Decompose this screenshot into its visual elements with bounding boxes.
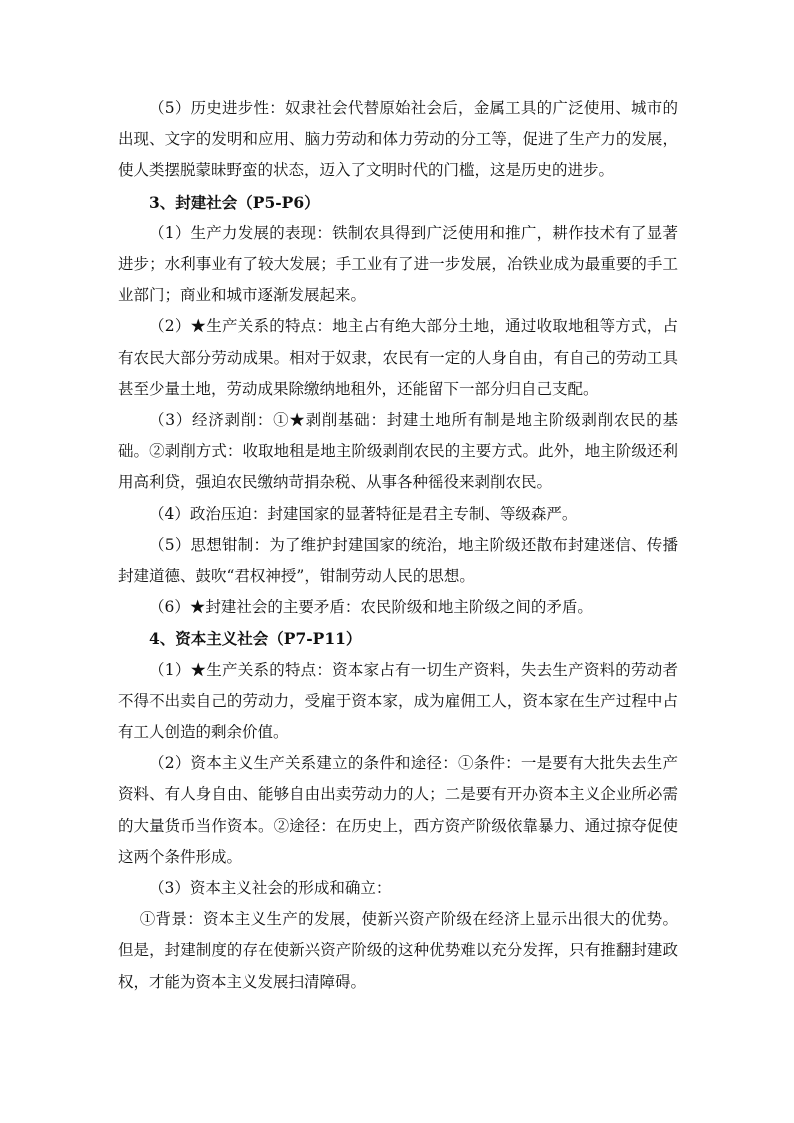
paragraph-thought-control: （5）思想钳制：为了维护封建国家的统治，地主阶级还散布封建迷信、传播封建道德、鼓吹“君权神授”，钳制劳动人民的思想。 bbox=[118, 535, 678, 586]
document-body bbox=[118, 93, 678, 998]
paragraph-historical-progress: （5）历史进步性：奴隶社会代替原始社会后，金属工具的广泛使用、城市的出现、文字的发明和应用、脑力劳动和体力劳动的分工等，促进了生产力的发展，使人类摆脱蒙昧野蛮的状态，迈入了文明时代的门槛，这是历史的进步。 bbox=[118, 99, 678, 180]
paragraph-background: ①背景：资本主义生产的发展，使新兴资产阶级在经济上显示出很大的优势。但是，封建制度的存在使新兴资产阶级的这种优势难以充分发挥，只有推翻封建政权，才能为资本主义发展扫清障碍。 bbox=[118, 910, 678, 991]
paragraph-formation-heading: （3）资本主义社会的形成和确立： bbox=[149, 879, 392, 898]
section-heading-feudal-society: 3、封建社会（P5-P6） bbox=[149, 192, 320, 212]
paragraph-conditions-and-paths: （2）资本主义生产关系建立的条件和途径：①条件：一是要有大批失去生产资料、有人身自由、能够自由出卖劳动力的人；二是要有开办资本主义企业所必需的大量货币当作资本。②途径：在历史上，西方资产阶级依靠暴力、通过掠夺促使这两个条件形成。 bbox=[118, 754, 678, 866]
paragraph-main-contradiction: （6）★封建社会的主要矛盾：农民阶级和地主阶级之间的矛盾。 bbox=[149, 598, 593, 617]
paragraph-production-relations: （2）★生产关系的特点：地主占有绝大部分土地，通过收取地租等方式，占有农民大部分劳动成果。相对于奴隶，农民有一定的人身自由，有自己的劳动工具甚至少量土地，劳动成果除缴纳地租外，还能留下一部分归自己支配。 bbox=[118, 317, 678, 398]
section-heading-capitalist-society: 4、资本主义社会（P7-P11） bbox=[149, 629, 362, 649]
paragraph-productivity: （1）生产力发展的表现：铁制农具得到广泛使用和推广，耕作技术有了显著进步；水利事业有了较大发展；手工业有了进一步发展，冶铁业成为最重要的手工业部门；商业和城市逐渐发展起来。 bbox=[118, 223, 678, 305]
paragraph-political-oppression: （4）政治压迫：封建国家的显著特征是君主专制、等级森严。 bbox=[149, 504, 578, 523]
paragraph-economic-exploitation: （3）经济剥削：①★剥削基础：封建土地所有制是地主阶级剥削农民的基础。②剥削方式：收取地租是地主阶级剥削农民的主要方式。此外，地主阶级还利用高利贷，强迫农民缴纳苛捐杂税、从事各种徭役来剥削农民。 bbox=[118, 411, 678, 492]
paragraph-capitalist-relations: （1）★生产关系的特点：资本家占有一切生产资料，失去生产资料的劳动者不得不出卖自己的劳动力，受雇于资本家，成为雇佣工人，资本家在生产过程中占有工人创造的剩余价值。 bbox=[118, 660, 678, 742]
